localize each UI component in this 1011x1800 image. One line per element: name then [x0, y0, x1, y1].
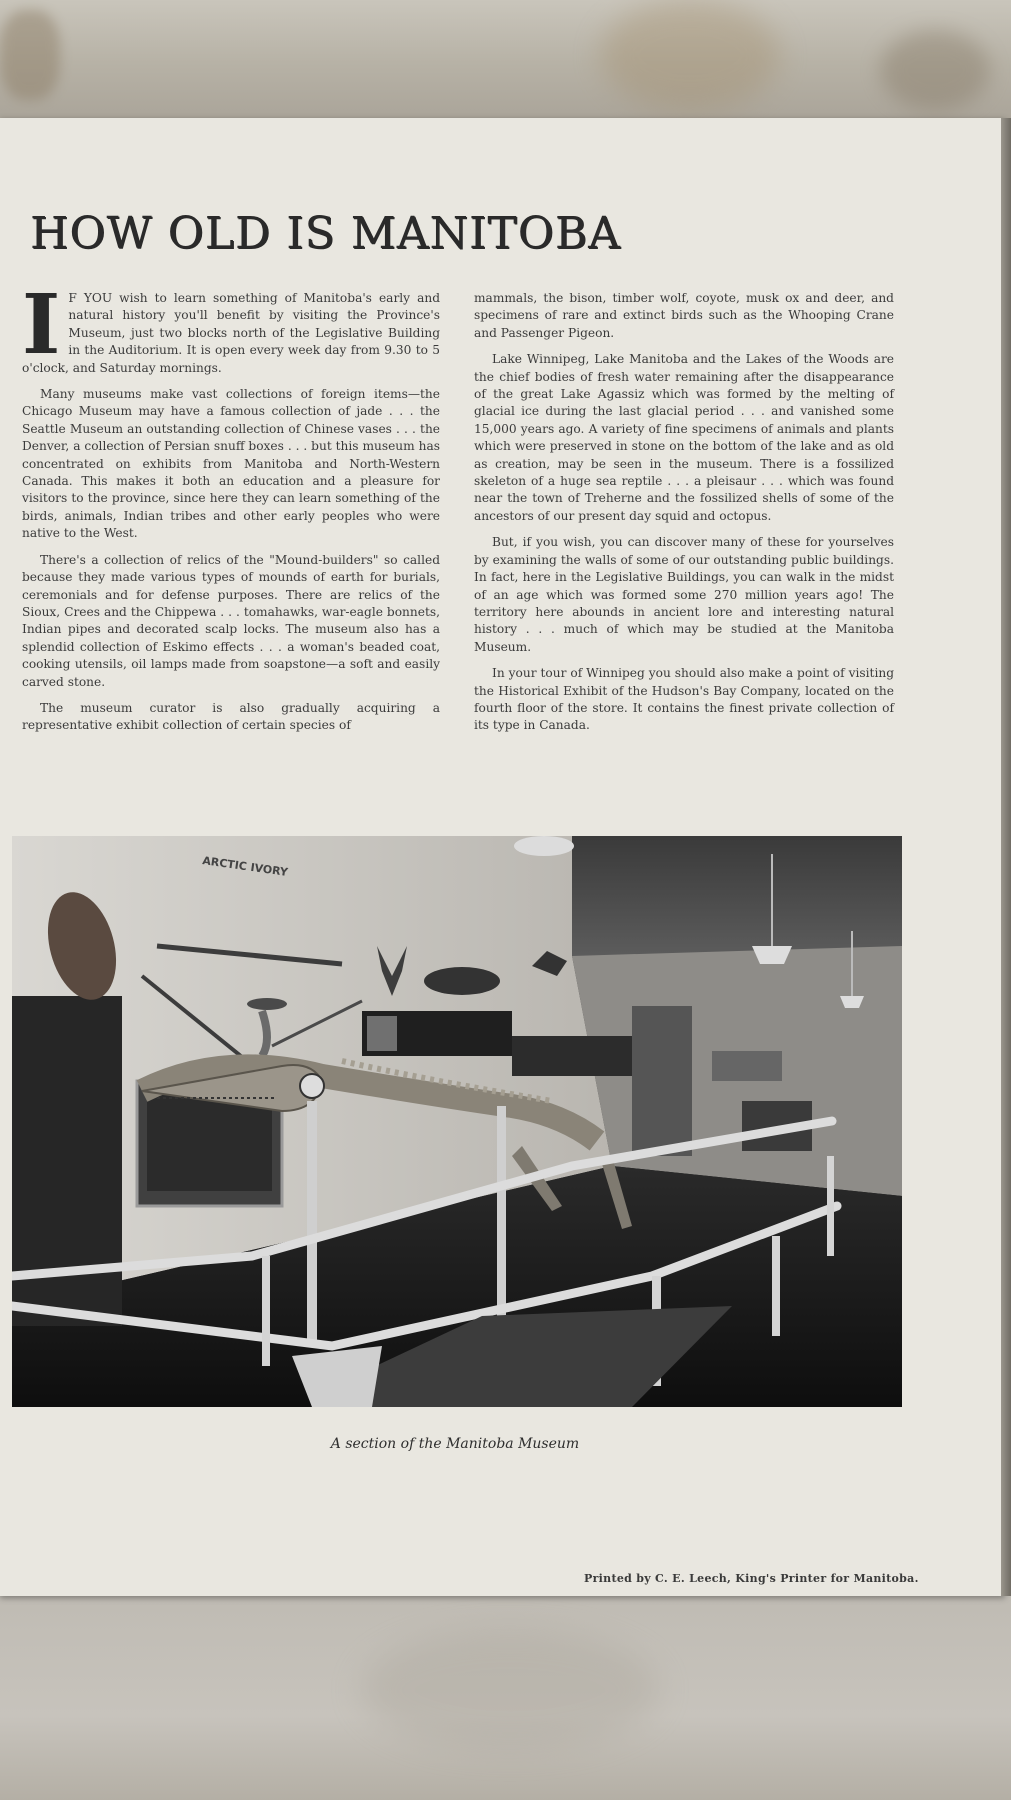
- article-left-column: [22, 277, 440, 744]
- photo-sign-text: ARCTIC IVORY: [201, 854, 289, 879]
- page-title: HOW OLD IS MANITOBA: [30, 208, 621, 259]
- article-paragraph: mammals, the bison, timber wolf, coyote, musk ox and deer, and specimens of rare and extinct birds such as the Whooping Crane and Passenger Pigeon.: [474, 291, 894, 340]
- stain-mark: [880, 30, 990, 110]
- page-edge: [1001, 118, 1011, 1596]
- background-desk-top: [0, 0, 1011, 125]
- stain-mark: [600, 0, 780, 110]
- printer-credit: Printed by C. E. Leech, King's Printer for Manitoba.: [584, 1572, 919, 1585]
- article-paragraph: The museum curator is also gradually acquiring a representative exhibit collection of certain species of: [22, 700, 440, 733]
- stain-mark: [360, 1630, 660, 1750]
- article-paragraph: There's a collection of relics of the "Mound-builders" so called because they made various types of mounds of earth for burials, ceremonials and for defense purposes. There are relics of the Sioux, Crees and the Chippewa . . . tomahawks, war-eagle bonnets, Indian pipes and decorated scalp locks. The museum also has a splendid collection of Eskimo effects . . . a woman's beaded coat, cooking utensils, oil lamps made from soapstone—a soft and easily carved stone.: [22, 552, 440, 689]
- article-right-column: [474, 290, 894, 744]
- drop-cap: I: [22, 277, 61, 373]
- article-paragraph: Many museums make vast collections of foreign items—the Chicago Museum may have a famous collection of jade . . . the Seattle Museum an outstanding collection of Chinese vases . . . the Denver, a collection of Persian snuff boxes . . . but this museum has concentrated on exhibits from Manitoba and North-Western Canada. This makes it both an education and a pleasure for visitors to the province, since here they can learn something of the birds, animals, Indian tribes and other early peoples who were native to the West.: [22, 387, 440, 541]
- paragraph-text: F YOU wish to learn something of Manitoba's early and natural history you'll benefit by visiting the Province's Museum, just two blocks north of the Legislative Building in the Auditorium. It is open every week day from 9.30 to 5 o'clock, and Saturday mornings.: [22, 291, 440, 375]
- article-paragraph: In your tour of Winnipeg you should also make a point of visiting the Historical Exhibit of the Hudson's Bay Company, located on the fourth floor of the store. It contains the finest private collection of its type in Canada.: [474, 666, 894, 733]
- article-paragraph: But, if you wish, you can discover many of these for yourselves by examining the walls of some of our outstanding public buildings. In fact, here in the Legislative Buildings, you can walk in the midst of an age which was formed some 270 million years ago! The territory here abounds in ancient lore and interesting natural history . . . much of which may be studied at the Manitoba Museum.: [474, 535, 894, 654]
- background-desk-bottom: [0, 1590, 1011, 1800]
- photo-caption: A section of the Manitoba Museum: [330, 1436, 580, 1452]
- museum-photograph: [12, 836, 902, 1407]
- document-page: [0, 118, 1005, 1596]
- article-paragraph: Lake Winnipeg, Lake Manitoba and the Lakes of the Woods are the chief bodies of fresh water remaining after the disappearance of the great Lake Agassiz which was formed by the melting of glacial ice during the last glacial period . . . and vanished some 15,000 years ago. A variety of fine specimens of animals and plants which were preserved in stone on the bottom of the lake and as old as creation, may be seen in the museum. There is a fossilized skeleton of a huge sea reptile . . . a pleisaur . . . which was found near the town of Treherne and the fossilized shells of some of the ancestors of our present day squid and octopus.: [474, 352, 894, 523]
- stain-mark: [0, 10, 60, 100]
- article-paragraph: [22, 277, 440, 377]
